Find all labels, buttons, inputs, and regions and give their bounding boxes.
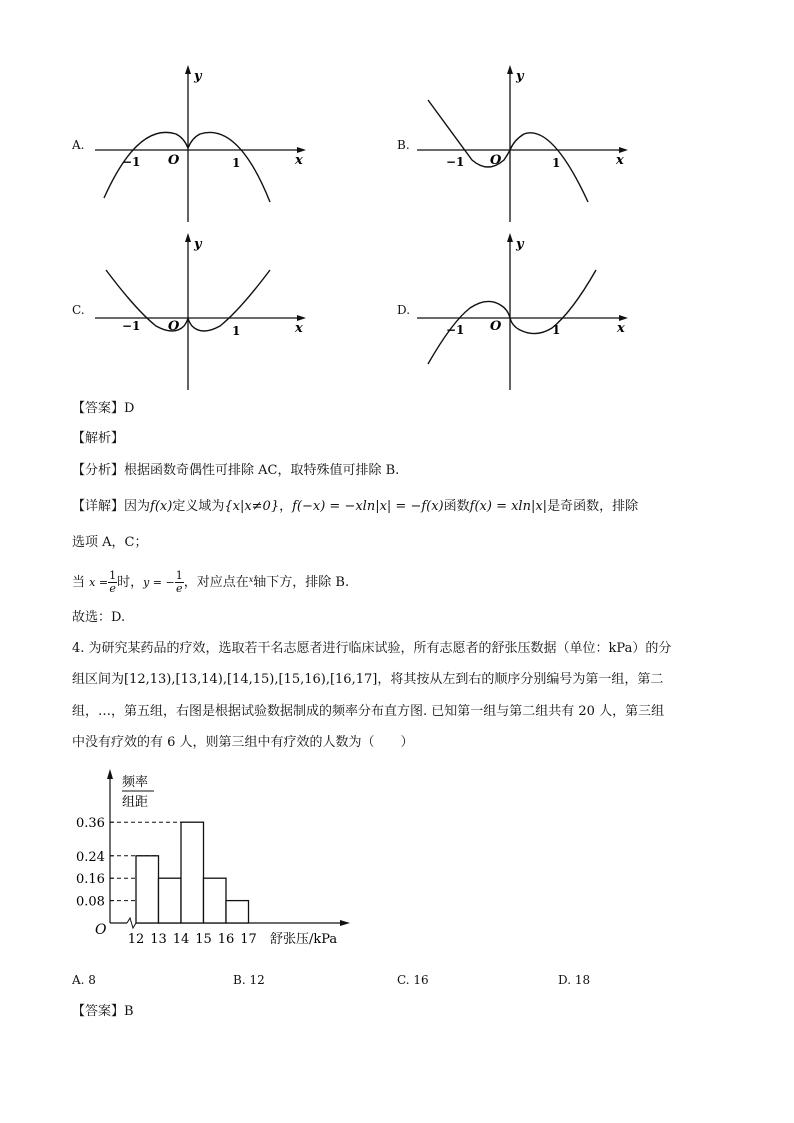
y-tick-label-0.08: 0.08 [76, 894, 105, 910]
graph-options [0, 0, 794, 400]
curve [428, 270, 596, 364]
q3-analysis-tag: 【解析】 [72, 431, 125, 446]
graph-b-label: B. [397, 138, 410, 152]
origin-label: O [168, 319, 180, 334]
x-axis-label: x [617, 321, 625, 336]
graph-a-label: A. [72, 138, 85, 152]
q3-fenxi [72, 462, 399, 480]
option-c[interactable]: C. 16 [397, 973, 429, 987]
answer-tag: 【答案】 [72, 401, 125, 416]
x-tick-label-14: 14 [172, 932, 190, 947]
y-axis-label: y [516, 237, 524, 252]
q4-line-4: 中没有疗效的有 6 人，则第三组中有疗效的人数为（ ） [72, 735, 414, 750]
y-axis-label: y [194, 237, 202, 252]
q3-answer [72, 400, 134, 418]
tick-pos-label: 1 [552, 323, 561, 337]
x-tick-label-12: 12 [127, 932, 145, 947]
x-eq: x = [89, 576, 109, 589]
q3-special-value [72, 566, 349, 597]
answer-tag: 【答案】 [72, 1004, 125, 1019]
q3-detail [72, 498, 638, 516]
detail-fx: f(x) [150, 499, 173, 514]
detail-domain: {x|x≠0} [224, 499, 280, 514]
detail-eq: f(−x) = −xln|x| = −f(x) [292, 499, 444, 514]
option-b[interactable]: B. 12 [233, 973, 265, 987]
answer-value: B [124, 1004, 134, 1019]
y-axis-arrow [107, 769, 113, 779]
tick-pos-label: 1 [232, 324, 241, 338]
fraction-1-over-e-2 [175, 570, 184, 595]
x-axis-label: x [616, 153, 624, 168]
fenxi-tag: 【分析】 [72, 463, 125, 478]
frac-den: e [109, 582, 116, 595]
when-end: 轴下方，排除 B. [253, 575, 350, 590]
histogram-bar-2 [159, 878, 182, 923]
q4-answer [72, 1003, 134, 1021]
origin-label: O [490, 319, 502, 334]
frac-num-2: 1 [175, 569, 183, 582]
frac-den-2: e [175, 582, 183, 595]
tick-neg-label: −1 [446, 323, 465, 337]
fenxi-text: 根据函数奇偶性可排除 AC，取特殊值可排除 B. [124, 463, 400, 478]
graph-c [90, 230, 320, 395]
detail-p4: 函数 [443, 499, 470, 514]
x-tick-label-16: 16 [217, 932, 235, 947]
ylabel-bottom: 组距 [122, 795, 149, 810]
tick-neg-label: −1 [446, 155, 465, 169]
histogram-bar-5 [226, 901, 249, 923]
y-axis-arrow [185, 65, 191, 74]
q4-line-1: 4. 为研究某药品的疗效，选取若干名志愿者进行临床试验，所有志愿者的舒张压数据（单位：kPa）的分 [72, 641, 672, 656]
graph-b [412, 62, 642, 227]
x-axis-label: x [295, 153, 303, 168]
tick-pos-label: 1 [232, 156, 241, 170]
histogram-bar-4 [204, 878, 227, 923]
graph-c-label: C. [72, 303, 85, 317]
curve [428, 100, 588, 202]
y-axis-label: y [194, 69, 202, 84]
q4-line-3: 组，…，第五组，右图是根据试验数据制成的频率分布直方图. 已知第一组与第二组共有 20 人，第三组 [72, 704, 665, 719]
option-d[interactable]: D. 18 [558, 973, 591, 987]
when-text: 当 [72, 575, 86, 590]
ylabel-top: 频率 [122, 775, 149, 790]
detail-p5: 是奇函数，排除 [547, 499, 639, 514]
y-eq: y = − [143, 576, 175, 589]
tick-neg-label: −1 [122, 319, 141, 333]
y-tick-label-0.36: 0.36 [76, 816, 105, 832]
y-tick-label-0.24: 0.24 [76, 849, 105, 865]
answer-value: D [124, 401, 135, 416]
y-axis-arrow [185, 233, 191, 242]
origin-label: O [168, 153, 180, 168]
graph-a [90, 62, 320, 227]
detail-p2: 定义域为 [172, 499, 225, 514]
y-axis-arrow [507, 65, 513, 74]
detail-p3: ， [279, 499, 293, 514]
origin-label: O [95, 922, 107, 938]
frac-num: 1 [109, 569, 117, 582]
graph-d-label: D. [397, 303, 411, 317]
x-axis-arrow [340, 920, 350, 926]
fraction-1-over-e [108, 570, 117, 595]
axis-break-mark [127, 918, 136, 928]
xlabel: 舒张压/kPa [270, 932, 338, 947]
when-rest: ，对应点在 [183, 575, 249, 590]
x-tick-label-17: 17 [240, 932, 257, 947]
q4-line-2: 组区间为[12,13),[13,14),[14,15),[15,16),[16,17]，将其按从左到右的顺序分别编号为第一组，第二 [72, 672, 664, 687]
tick-pos-label: 1 [552, 156, 561, 170]
detail-p1: 因为 [124, 499, 151, 514]
graph-d [412, 230, 642, 395]
x-tick-label-15: 15 [195, 932, 212, 947]
shi-text: 时， [117, 575, 144, 590]
histogram-bar-1 [136, 856, 159, 923]
option-a[interactable]: A. 8 [72, 973, 96, 987]
x-glyph: x [248, 575, 254, 584]
q3-detail-line2: 选项 A，C； [72, 535, 148, 550]
frequency-histogram [72, 766, 372, 956]
tick-neg-label: −1 [122, 155, 141, 169]
q3-conclusion: 故选：D. [72, 610, 126, 625]
origin-label: O [490, 153, 502, 168]
y-axis-arrow [507, 233, 513, 242]
detail-tag: 【详解】 [72, 499, 125, 514]
x-axis-label: x [295, 321, 303, 336]
x-tick-label-13: 13 [150, 932, 167, 947]
y-axis-label: y [516, 69, 524, 84]
histogram-bar-3 [181, 822, 204, 923]
y-tick-label-0.16: 0.16 [76, 872, 105, 888]
detail-eq2: f(x) = xln|x| [469, 499, 548, 514]
